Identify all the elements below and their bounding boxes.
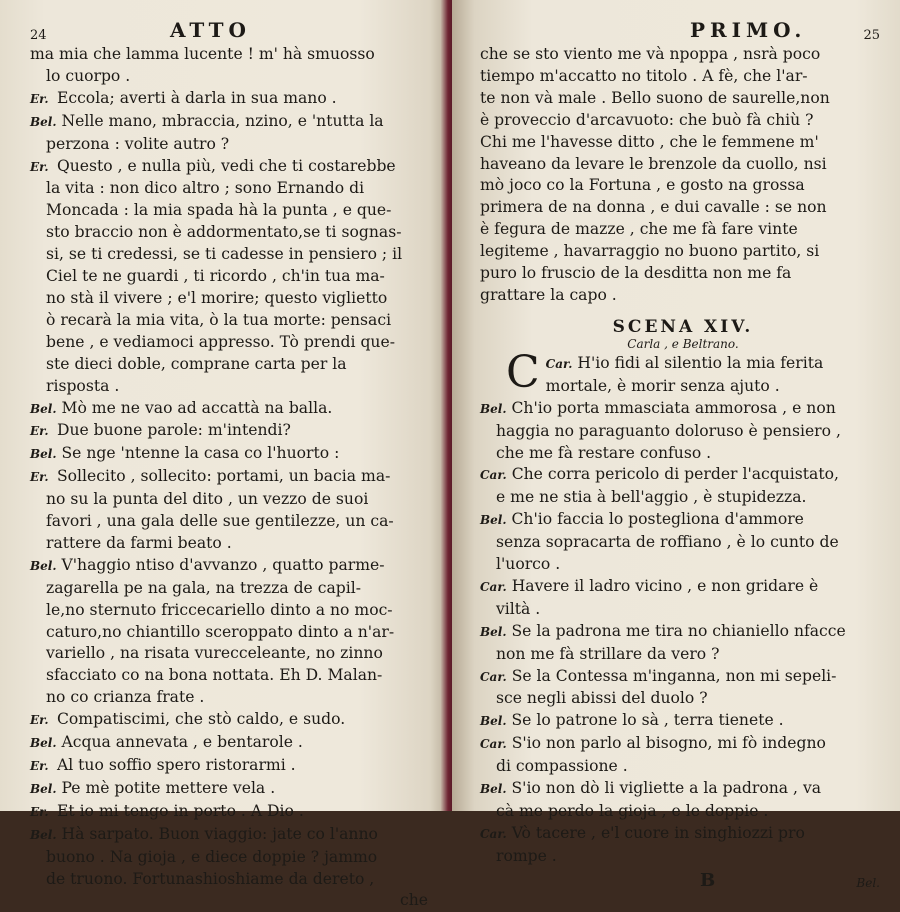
- page-footer: [480, 868, 886, 898]
- text-line: [480, 688, 886, 710]
- speaker-label: Bel.: [480, 782, 507, 797]
- line-text: Ch'io porta mmasciata ammorosa , e non: [506, 398, 836, 417]
- line-text: Mò me ne vao ad accattà na balla.: [56, 398, 333, 417]
- text-line: [30, 443, 438, 466]
- line-text: Se la Contessa m'inganna, non mi sepeli-: [506, 666, 837, 685]
- line-text: grattare la capo .: [480, 285, 617, 304]
- text-line: [480, 733, 886, 756]
- text-line: [30, 665, 438, 687]
- line-text: risposta .: [46, 376, 120, 395]
- text-line: [480, 443, 886, 465]
- speaker-label: Bel.: [30, 558, 57, 573]
- line-text: Nelle mano, mbraccia, nzino, e 'ntutta la: [56, 111, 384, 130]
- text-line: [480, 666, 886, 689]
- speaker-label: Er.: [30, 470, 49, 485]
- line-text: Che corra pericolo di perder l'acquistato,: [506, 465, 839, 484]
- speaker-label: Bel.: [30, 827, 57, 842]
- line-text: haveano da levare le brenzole da cuollo, nsi: [480, 154, 827, 173]
- line-text: Havere il ladro vicino , e non gridare è: [506, 576, 819, 595]
- text-line: [480, 44, 886, 66]
- text-line: [30, 489, 438, 511]
- line-text: Se la padrona me tira no chianiello nfacce: [506, 621, 846, 640]
- line-text: tiempo m'accatto no titolo . A fè, che l'ar-: [480, 66, 808, 85]
- line-text: caturo,no chiantillo sceroppato dinto a n'ar-: [46, 622, 395, 641]
- right-text-block: [480, 44, 886, 307]
- text-line: [480, 110, 886, 132]
- line-text: H'io fidi al silentio la mia ferita: [572, 353, 824, 372]
- line-text: rattere da farmi beato .: [46, 533, 232, 552]
- line-text: Acqua annevata , e bentarole .: [56, 733, 303, 752]
- line-text: l'uorco .: [496, 555, 561, 574]
- line-text: zagarella pe na gala, na trezza de capil-: [46, 578, 361, 597]
- line-text: puro lo fruscio de la desditta non me fa: [480, 264, 792, 283]
- text-line: [30, 511, 438, 533]
- line-text: de truono. Fortunashioshiame da dereto ,: [46, 869, 375, 888]
- line-text: di compassione .: [496, 757, 628, 776]
- text-line: [30, 310, 438, 332]
- line-text: mortale, è morir senza ajuto .: [545, 376, 780, 395]
- line-text: Compatiscimi, che stò caldo, e sudo.: [52, 710, 346, 729]
- page-number: 24: [30, 28, 47, 43]
- text-line: [480, 756, 886, 778]
- speaker-label: Bel.: [480, 401, 507, 416]
- text-line: [480, 599, 886, 621]
- left-header: [30, 18, 438, 44]
- line-text: S'io non dò li vigliette a la padrona , va: [506, 779, 822, 798]
- speaker-label: Car.: [480, 468, 507, 483]
- line-text: Et io mi tengo in porto . A Dio .: [52, 801, 304, 820]
- line-text: senza sopracarta de roffiano , è lo cunto de: [496, 533, 839, 552]
- speaker-label: Er.: [30, 91, 49, 106]
- text-line: [480, 778, 886, 801]
- line-text: sce negli abissi del duolo ?: [496, 689, 708, 708]
- text-line: [480, 197, 886, 219]
- line-text: favori , una gala delle sue gentilezze, un ca-: [46, 512, 394, 531]
- scene-persons: Carla , e Beltrano.: [627, 336, 739, 351]
- text-line: [480, 285, 886, 307]
- text-line: [30, 643, 438, 665]
- line-text: S'io non parlo al bisogno, mi fò indegno: [506, 734, 826, 753]
- text-line: [30, 869, 438, 891]
- line-text: Al tuo soffio spero ristorarmi .: [52, 756, 296, 774]
- speaker-label: Er.: [30, 424, 49, 439]
- line-text: si, se ti credessi, se ti cadesse in pensiero ; il: [46, 245, 403, 264]
- text-line: [30, 622, 438, 644]
- text-line: [480, 823, 886, 846]
- speaker-label: Bel.: [480, 513, 507, 528]
- text-line: [30, 709, 438, 732]
- line-text: Sollecito , sollecito: portami, un bacia ma-: [52, 467, 391, 486]
- line-text: bene , e vediamoci appresso. Tò prendi que-: [46, 332, 395, 351]
- right-page: [452, 0, 900, 891]
- line-text: e me ne stia à bell'aggio , è stupidezza.: [496, 488, 807, 507]
- text-line: [480, 376, 886, 398]
- text-line: [480, 532, 886, 554]
- text-line: [480, 554, 886, 576]
- text-line: [30, 134, 438, 156]
- speaker-label: Car.: [480, 826, 507, 841]
- speaker-label: Er.: [30, 159, 49, 174]
- text-line: [480, 154, 886, 176]
- line-text: lo cuorpo .: [46, 66, 131, 85]
- speaker-label: Car.: [480, 737, 507, 752]
- text-line: [30, 778, 438, 801]
- line-text: è proveccio d'arcavuoto: che buò fà chiù ?: [480, 110, 814, 129]
- text-line: [480, 398, 886, 421]
- line-text: rompe .: [496, 846, 557, 865]
- line-text: ma mia che lamma lucente ! m' hà smuosso: [30, 45, 375, 63]
- text-line: [480, 710, 886, 733]
- text-line: [30, 801, 438, 824]
- text-line: [480, 621, 886, 644]
- line-text: Chi me l'havesse ditto , che le femmene m': [480, 132, 819, 151]
- text-line: [30, 555, 438, 578]
- line-text: la vita : non dico altro ; sono Ernando di: [46, 179, 365, 198]
- left-page: [0, 0, 448, 910]
- catchword: che: [399, 891, 428, 910]
- line-text: sto braccio non è addormentato,se ti sognas-: [46, 223, 402, 242]
- text-line: [480, 132, 886, 154]
- line-text: ò recarà la mia vita, ò la tua morte: pensaci: [46, 310, 392, 329]
- text-line: [30, 398, 438, 421]
- text-line: [480, 66, 886, 88]
- text-line: [30, 44, 438, 66]
- line-text: non me fà strillare da vero ?: [496, 644, 720, 663]
- line-text: viltà .: [496, 599, 541, 618]
- line-text: che se sto viento me và npoppa , nsrà poco: [480, 45, 821, 63]
- line-text: Eccola; averti à darla in sua mano .: [52, 88, 337, 107]
- text-line: [480, 353, 886, 376]
- speaker-label: Er.: [30, 713, 49, 728]
- catchword: Bel.: [856, 875, 880, 890]
- line-text: Hà sarpato. Buon viaggio: jate co l'anno: [56, 824, 378, 843]
- line-text: te non và male . Bello suono de saurelle,non: [480, 88, 830, 107]
- text-line: [480, 487, 886, 509]
- text-line: [480, 421, 886, 443]
- line-text: no co crianza frate .: [46, 688, 205, 707]
- line-text: cà me perdo la gioja , e le doppie .: [496, 802, 769, 820]
- text-line: [30, 420, 438, 443]
- speaker-label: Bel.: [480, 624, 507, 639]
- line-text: Vò tacere , e'l cuore in singhiozzi pro: [506, 823, 805, 842]
- speaker-label: Car.: [480, 669, 507, 684]
- line-text: Moncada : la mia spada hà la punta , e que-: [46, 201, 392, 220]
- text-line: [30, 332, 438, 354]
- right-header: [480, 18, 886, 44]
- speaker-label: Bel.: [30, 114, 57, 129]
- text-line: [30, 755, 438, 778]
- text-line: [480, 846, 886, 868]
- text-line: [30, 222, 438, 244]
- line-text: Ciel te ne guardi , ti ricordo , ch'in tua ma-: [46, 267, 385, 286]
- running-head: ATTO: [170, 18, 251, 42]
- line-text: no su la punta del dito , un vezzo de suoi: [46, 490, 369, 509]
- speaker-label: Bel.: [30, 401, 57, 416]
- text-line: [30, 88, 438, 111]
- speaker-label: Bel.: [480, 714, 507, 729]
- speaker-label: Bel.: [30, 781, 57, 796]
- text-line: [480, 801, 886, 823]
- scene-text-block: [480, 346, 886, 868]
- speaker-label: Car.: [480, 579, 507, 594]
- line-text: Se lo patrone lo sà , terra tienete .: [506, 711, 784, 730]
- text-line: [480, 509, 886, 532]
- text-line: [30, 732, 438, 755]
- line-text: haggia no paraguanto doloruso è pensiero ,: [496, 421, 841, 440]
- page-number: 25: [863, 28, 880, 43]
- line-text: Due buone parole: m'intendi?: [52, 421, 291, 440]
- text-line: [30, 111, 438, 134]
- text-line: [30, 376, 438, 398]
- text-line: [30, 466, 438, 489]
- speaker-label: Er.: [30, 804, 49, 819]
- line-text: primera de na donna , e dui cavalle : se non: [480, 198, 827, 217]
- speaker-label: Bel.: [30, 447, 57, 462]
- line-text: buono . Na gioja , e diece doppie ? jammo: [46, 847, 378, 866]
- text-line: [480, 464, 886, 487]
- text-line: [30, 847, 438, 869]
- line-text: è fegura de mazze , che me fà fare vinte: [480, 220, 798, 239]
- text-line: [30, 824, 438, 847]
- line-text: legiteme , havarraggio no buono partito, si: [480, 242, 820, 261]
- line-text: mò joco co la Fortuna , e gosto na grossa: [480, 176, 805, 195]
- line-text: Pe mè potite mettere vela .: [56, 778, 276, 797]
- speaker-label: Bel.: [30, 736, 57, 751]
- text-line: [30, 288, 438, 310]
- line-text: perzona : volite autro ?: [46, 134, 230, 153]
- line-text: Se nge 'ntenne la casa co l'huorto :: [56, 444, 340, 463]
- text-line: [480, 219, 886, 241]
- line-text: V'haggio ntiso d'avvanzo , quatto parme-: [56, 555, 385, 574]
- text-line: [30, 578, 438, 600]
- line-text: ste dieci doble, comprane carta per la: [46, 354, 347, 373]
- text-line: [480, 175, 886, 197]
- text-line: [30, 200, 438, 222]
- speaker-label: Car.: [545, 356, 573, 371]
- text-line: [480, 241, 886, 263]
- text-line: [480, 263, 886, 285]
- scene-title: SCENA XIV.: [612, 316, 754, 337]
- signature-mark: B: [700, 869, 716, 891]
- text-line: [30, 266, 438, 288]
- text-line: [30, 156, 438, 179]
- text-line: [30, 66, 438, 88]
- text-line: [30, 244, 438, 266]
- text-line: [30, 533, 438, 555]
- text-line: [30, 354, 438, 376]
- text-line: [480, 88, 886, 110]
- text-line: [30, 687, 438, 709]
- line-text: che me fà restare confuso .: [496, 443, 712, 462]
- line-text: variello , na risata vurecceleante, no zinno: [46, 644, 383, 663]
- line-text: le,no sternuto friccecariello dinto a no moc-: [46, 600, 393, 619]
- running-head: PRIMO.: [690, 18, 807, 42]
- line-text: no stà il vivere ; e'l morire; questo viglietto: [46, 288, 388, 307]
- line-text: Questo , e nulla più, vedi che ti costarebbe: [52, 156, 396, 175]
- drop-cap: C: [506, 346, 540, 398]
- line-text: sfacciato co na bona nottata. Eh D. Malan-: [46, 666, 383, 685]
- text-line: [30, 178, 438, 200]
- text-line: [480, 644, 886, 666]
- line-text: Ch'io faccia lo postegliona d'ammore: [506, 510, 804, 529]
- speaker-label: Er.: [30, 759, 49, 773]
- text-line: [30, 600, 438, 622]
- text-line: [480, 576, 886, 599]
- left-text-block: [30, 44, 438, 890]
